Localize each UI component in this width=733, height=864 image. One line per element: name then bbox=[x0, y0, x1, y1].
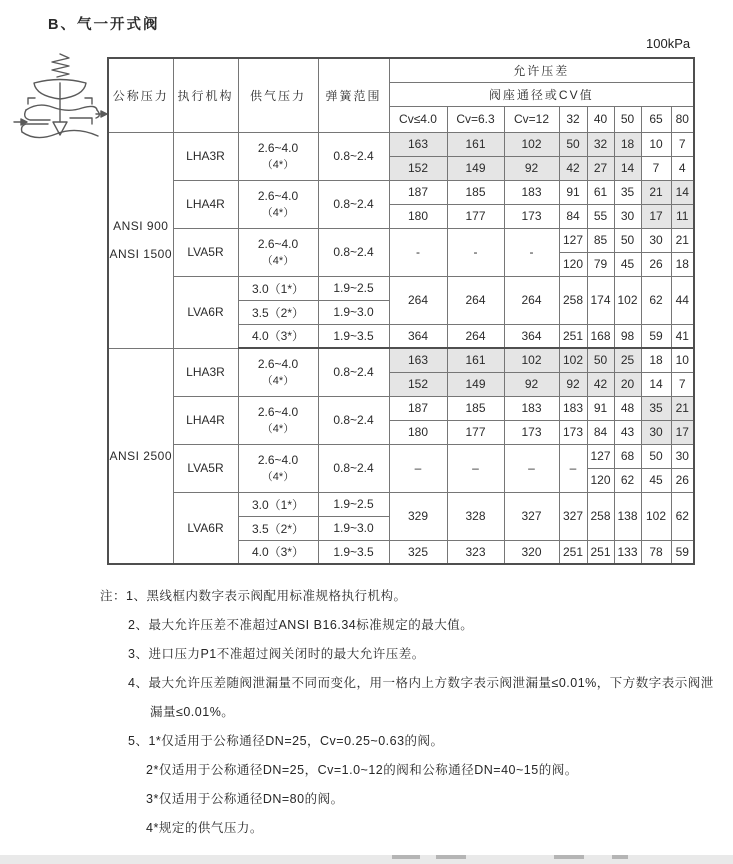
header-cv-12: Cv=12 bbox=[504, 106, 559, 132]
header-dn-50: 50 bbox=[614, 106, 641, 132]
pressure-class-line: ANSI 2500 bbox=[109, 448, 173, 463]
value-cell: 68 bbox=[614, 444, 641, 468]
dash-cell: - bbox=[504, 228, 559, 276]
actuator-cell: LHA4R bbox=[173, 180, 238, 228]
value-cell: 50 bbox=[559, 132, 587, 156]
header-cv-6-3: Cv=6.3 bbox=[447, 106, 504, 132]
value-cell: 14 bbox=[614, 156, 641, 180]
actuator-cell: LHA3R bbox=[173, 132, 238, 180]
supply-note: （4*） bbox=[261, 374, 295, 387]
supply-pressure-cell: 3.0（1*） bbox=[238, 276, 318, 300]
value-cell: 26 bbox=[671, 468, 694, 492]
value-cell: 161 bbox=[447, 348, 504, 372]
header-supply-pressure: 供气压力 bbox=[238, 58, 318, 132]
supply-note: （4*） bbox=[261, 422, 295, 435]
value-cell: 11 bbox=[671, 204, 694, 228]
value-cell: 78 bbox=[641, 540, 671, 564]
value-cell: 45 bbox=[641, 468, 671, 492]
value-cell: 183 bbox=[504, 396, 559, 420]
supply-value: 2.6~4.0 bbox=[257, 356, 299, 371]
air-to-open-valve-icon bbox=[12, 52, 108, 144]
value-cell: 98 bbox=[614, 324, 641, 348]
table-row bbox=[108, 492, 694, 516]
value-cell: 7 bbox=[671, 372, 694, 396]
artifact-segment bbox=[392, 855, 420, 859]
actuator-cell: LVA5R bbox=[173, 444, 238, 492]
dash-cell: – bbox=[559, 444, 587, 492]
value-cell: 102 bbox=[559, 348, 587, 372]
pressure-class-cell bbox=[108, 348, 173, 564]
actuator-cell: LHA3R bbox=[173, 348, 238, 396]
supply-value: 2.6~4.0 bbox=[257, 452, 299, 467]
header-dn-80: 80 bbox=[671, 106, 694, 132]
pressure-class-cell bbox=[108, 132, 173, 348]
table-row bbox=[108, 180, 694, 204]
pressure-class-line: ANSI 1500 bbox=[109, 247, 173, 261]
value-cell: 327 bbox=[559, 492, 587, 540]
note-line: 漏量≤0.01%。 bbox=[150, 705, 235, 719]
artifact-segment bbox=[554, 855, 584, 859]
value-cell: 328 bbox=[447, 492, 504, 540]
supply-note: （4*） bbox=[261, 470, 295, 483]
value-cell: 149 bbox=[447, 156, 504, 180]
supply-pressure-cell: 4.0（3*） bbox=[238, 324, 318, 348]
value-cell: 133 bbox=[614, 540, 641, 564]
spring-range-cell: 0.8~2.4 bbox=[318, 228, 389, 276]
supply-pressure-cell: 3.5（2*） bbox=[238, 300, 318, 324]
spring-range-cell: 1.9~3.5 bbox=[318, 324, 389, 348]
value-cell: 48 bbox=[614, 396, 641, 420]
value-cell: 152 bbox=[389, 156, 447, 180]
supply-value: 2.6~4.0 bbox=[257, 236, 299, 251]
note-line: 3*仅适用于公称通径DN=80的阀。 bbox=[146, 792, 344, 806]
value-cell: 85 bbox=[587, 228, 614, 252]
supply-pressure-cell bbox=[238, 132, 318, 180]
notes-section bbox=[100, 588, 715, 849]
spring-range-cell: 0.8~2.4 bbox=[318, 348, 389, 396]
value-cell: 149 bbox=[447, 372, 504, 396]
header-nominal-pressure: 公称压力 bbox=[108, 58, 173, 132]
value-cell: 30 bbox=[671, 444, 694, 468]
value-cell: 264 bbox=[389, 276, 447, 324]
pressure-class-line: ANSI 900 bbox=[113, 219, 169, 233]
note-line: 5、1*仅适用于公称通径DN=25，Cv=0.25~0.63的阀。 bbox=[128, 734, 444, 748]
supply-pressure-cell bbox=[238, 180, 318, 228]
value-cell: 18 bbox=[641, 348, 671, 372]
value-cell: 180 bbox=[389, 420, 447, 444]
supply-note: （4*） bbox=[261, 254, 295, 267]
value-cell: 161 bbox=[447, 132, 504, 156]
note-line: 3、进口压力P1不准超过阀关闭时的最大允许压差。 bbox=[128, 647, 425, 661]
dash-cell: – bbox=[389, 444, 447, 492]
value-cell: 185 bbox=[447, 180, 504, 204]
value-cell: 42 bbox=[587, 372, 614, 396]
value-cell: 102 bbox=[614, 276, 641, 324]
value-cell: 41 bbox=[671, 324, 694, 348]
value-cell: 21 bbox=[671, 228, 694, 252]
artifact-segment bbox=[612, 855, 628, 859]
value-cell: 20 bbox=[614, 372, 641, 396]
supply-pressure-cell: 3.5（2*） bbox=[238, 516, 318, 540]
value-cell: 177 bbox=[447, 420, 504, 444]
value-cell: 84 bbox=[587, 420, 614, 444]
value-cell: 50 bbox=[641, 444, 671, 468]
supply-value: 2.6~4.0 bbox=[257, 404, 299, 419]
actuator-cell: LHA4R bbox=[173, 396, 238, 444]
value-cell: 177 bbox=[447, 204, 504, 228]
supply-note: （4*） bbox=[261, 206, 295, 219]
value-cell: 127 bbox=[559, 228, 587, 252]
value-cell: 42 bbox=[559, 156, 587, 180]
note-line: 2*仅适用于公称通径DN=25，Cv=1.0~12的阀和公称通径DN=40~15的阀。 bbox=[146, 763, 578, 777]
value-cell: 62 bbox=[641, 276, 671, 324]
spring-range-cell: 1.9~3.0 bbox=[318, 300, 389, 324]
spring-range-cell: 0.8~2.4 bbox=[318, 180, 389, 228]
supply-value: 2.6~4.0 bbox=[257, 140, 299, 155]
value-cell: 168 bbox=[587, 324, 614, 348]
supply-value: 2.6~4.0 bbox=[257, 188, 299, 203]
dash-cell: – bbox=[447, 444, 504, 492]
value-cell: 183 bbox=[559, 396, 587, 420]
value-cell: 92 bbox=[559, 372, 587, 396]
value-cell: 45 bbox=[614, 252, 641, 276]
note-line: 4*规定的供气压力。 bbox=[146, 821, 263, 835]
value-cell: 258 bbox=[587, 492, 614, 540]
value-cell: 27 bbox=[587, 156, 614, 180]
artifact-segment bbox=[436, 855, 466, 859]
value-cell: 325 bbox=[389, 540, 447, 564]
value-cell: 30 bbox=[641, 420, 671, 444]
value-cell: 251 bbox=[559, 324, 587, 348]
next-page-edge-artifact bbox=[0, 855, 733, 864]
table-row bbox=[108, 132, 694, 156]
value-cell: 180 bbox=[389, 204, 447, 228]
spring-range-cell: 1.9~2.5 bbox=[318, 276, 389, 300]
value-cell: 364 bbox=[504, 324, 559, 348]
value-cell: 264 bbox=[504, 276, 559, 324]
header-allowable-dp: 允许压差 bbox=[389, 58, 694, 82]
value-cell: 4 bbox=[671, 156, 694, 180]
value-cell: 92 bbox=[504, 156, 559, 180]
value-cell: 32 bbox=[587, 132, 614, 156]
value-cell: 59 bbox=[671, 540, 694, 564]
header-dn-65: 65 bbox=[641, 106, 671, 132]
spring-range-cell: 0.8~2.4 bbox=[318, 396, 389, 444]
value-cell: 183 bbox=[504, 180, 559, 204]
value-cell: 25 bbox=[614, 348, 641, 372]
spring-range-cell: 1.9~2.5 bbox=[318, 492, 389, 516]
header-spring-range: 弹簧范围 bbox=[318, 58, 389, 132]
value-cell: 163 bbox=[389, 348, 447, 372]
value-cell: 91 bbox=[559, 180, 587, 204]
value-cell: 329 bbox=[389, 492, 447, 540]
value-cell: 251 bbox=[559, 540, 587, 564]
value-cell: 14 bbox=[641, 372, 671, 396]
value-cell: 187 bbox=[389, 396, 447, 420]
supply-pressure-cell: 4.0（3*） bbox=[238, 540, 318, 564]
value-cell: 152 bbox=[389, 372, 447, 396]
spring-range-cell: 0.8~2.4 bbox=[318, 444, 389, 492]
value-cell: 7 bbox=[641, 156, 671, 180]
spring-range-cell: 1.9~3.5 bbox=[318, 540, 389, 564]
value-cell: 120 bbox=[587, 468, 614, 492]
table-row bbox=[108, 348, 694, 372]
supply-note: （4*） bbox=[261, 158, 295, 171]
value-cell: 364 bbox=[389, 324, 447, 348]
value-cell: 10 bbox=[641, 132, 671, 156]
value-cell: 18 bbox=[671, 252, 694, 276]
value-cell: 185 bbox=[447, 396, 504, 420]
value-cell: 84 bbox=[559, 204, 587, 228]
value-cell: 327 bbox=[504, 492, 559, 540]
value-cell: 30 bbox=[641, 228, 671, 252]
value-cell: 62 bbox=[614, 468, 641, 492]
value-cell: 258 bbox=[559, 276, 587, 324]
pressure-unit-label: 100kPa bbox=[646, 36, 691, 51]
value-cell: 21 bbox=[671, 396, 694, 420]
value-cell: 17 bbox=[671, 420, 694, 444]
value-cell: 173 bbox=[504, 204, 559, 228]
value-cell: 26 bbox=[641, 252, 671, 276]
value-cell: 55 bbox=[587, 204, 614, 228]
dash-cell: - bbox=[389, 228, 447, 276]
supply-pressure-cell bbox=[238, 396, 318, 444]
value-cell: 50 bbox=[614, 228, 641, 252]
supply-pressure-cell bbox=[238, 444, 318, 492]
note-line: 注：1、黑线框内数字表示阀配用标准规格执行机构。 bbox=[100, 589, 407, 603]
value-cell: 62 bbox=[671, 492, 694, 540]
value-cell: 174 bbox=[587, 276, 614, 324]
value-cell: 17 bbox=[641, 204, 671, 228]
value-cell: 264 bbox=[447, 324, 504, 348]
value-cell: 35 bbox=[641, 396, 671, 420]
value-cell: 10 bbox=[671, 348, 694, 372]
value-cell: 264 bbox=[447, 276, 504, 324]
value-cell: 138 bbox=[614, 492, 641, 540]
value-cell: 18 bbox=[614, 132, 641, 156]
header-cv-le-4: Cv≤4.0 bbox=[389, 106, 447, 132]
supply-pressure-cell bbox=[238, 348, 318, 396]
value-cell: 30 bbox=[614, 204, 641, 228]
value-cell: 35 bbox=[614, 180, 641, 204]
spring-range-cell: 0.8~2.4 bbox=[318, 132, 389, 180]
value-cell: 21 bbox=[641, 180, 671, 204]
header-actuator: 执行机构 bbox=[173, 58, 238, 132]
table-row bbox=[108, 444, 694, 468]
value-cell: 127 bbox=[587, 444, 614, 468]
value-cell: 102 bbox=[504, 132, 559, 156]
value-cell: 43 bbox=[614, 420, 641, 444]
value-cell: 50 bbox=[587, 348, 614, 372]
value-cell: 251 bbox=[587, 540, 614, 564]
value-cell: 102 bbox=[504, 348, 559, 372]
value-cell: 173 bbox=[504, 420, 559, 444]
header-dn-40: 40 bbox=[587, 106, 614, 132]
table-row bbox=[108, 276, 694, 300]
value-cell: 79 bbox=[587, 252, 614, 276]
actuator-cell: LVA5R bbox=[173, 228, 238, 276]
note-line: 4、最大允许压差随阀泄漏量不同而变化，用一格内上方数字表示阀泄漏量≤0.01%，下方数字表示阀泄 bbox=[128, 676, 714, 690]
value-cell: 320 bbox=[504, 540, 559, 564]
supply-pressure-cell bbox=[238, 228, 318, 276]
value-cell: 163 bbox=[389, 132, 447, 156]
actuator-cell: LVA6R bbox=[173, 492, 238, 564]
value-cell: 120 bbox=[559, 252, 587, 276]
actuator-cell: LVA6R bbox=[173, 276, 238, 348]
spring-range-cell: 1.9~3.0 bbox=[318, 516, 389, 540]
value-cell: 59 bbox=[641, 324, 671, 348]
value-cell: 91 bbox=[587, 396, 614, 420]
supply-pressure-cell: 3.0（1*） bbox=[238, 492, 318, 516]
value-cell: 61 bbox=[587, 180, 614, 204]
value-cell: 14 bbox=[671, 180, 694, 204]
value-cell: 7 bbox=[671, 132, 694, 156]
value-cell: 323 bbox=[447, 540, 504, 564]
page-title: B、气一开式阀 bbox=[48, 17, 160, 33]
value-cell: 102 bbox=[641, 492, 671, 540]
dash-cell: - bbox=[447, 228, 504, 276]
value-cell: 173 bbox=[559, 420, 587, 444]
dash-cell: – bbox=[504, 444, 559, 492]
value-cell: 44 bbox=[671, 276, 694, 324]
value-cell: 187 bbox=[389, 180, 447, 204]
pressure-differential-table bbox=[107, 57, 695, 565]
note-line: 2、最大允许压差不准超过ANSI B16.34标准规定的最大值。 bbox=[128, 618, 474, 632]
table-row bbox=[108, 228, 694, 252]
value-cell: 92 bbox=[504, 372, 559, 396]
header-dn-32: 32 bbox=[559, 106, 587, 132]
header-seat-or-cv: 阀座通径或CV值 bbox=[389, 82, 694, 106]
table-row bbox=[108, 396, 694, 420]
